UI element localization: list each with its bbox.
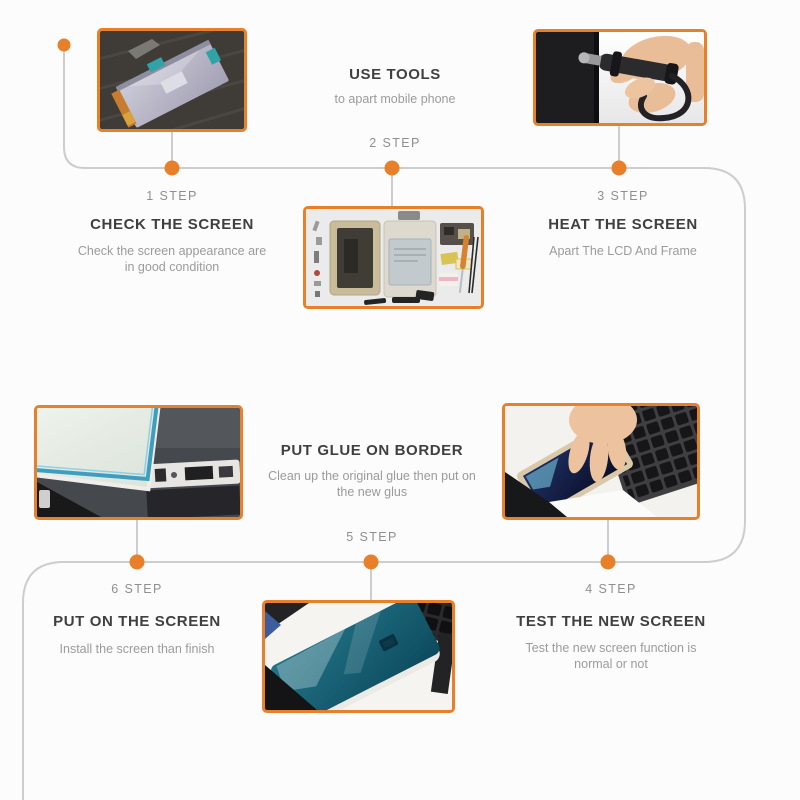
step6-desc: Install the screen than finish <box>59 642 215 656</box>
step3-label: 3 STEP <box>597 189 649 203</box>
step2-label: 2 STEP <box>369 136 421 150</box>
photo-step1-lcd-panel <box>97 28 247 132</box>
photo-step5-new-screen <box>262 600 455 713</box>
dark-monitor <box>536 32 598 123</box>
step4-title: TEST THE NEW SCREEN <box>516 613 706 630</box>
step5-desc: Clean up the original glue then put on the new glus <box>268 469 476 499</box>
step4-desc: Test the new screen function is normal or not <box>525 641 697 671</box>
white-part <box>39 490 50 508</box>
step2-dot <box>385 161 400 176</box>
step1-dot <box>165 161 180 176</box>
step5-label: 5 STEP <box>346 530 398 544</box>
photo-step4-test-screen <box>502 403 700 520</box>
step1-label: 1 STEP <box>146 189 198 203</box>
step4-label: 4 STEP <box>585 582 637 596</box>
photo-step6-screen-glue-border <box>34 405 243 520</box>
step3-title: HEAT THE SCREEN <box>548 216 698 233</box>
battery <box>389 239 431 285</box>
step6-title: PUT ON THE SCREEN <box>53 613 221 630</box>
back-cover-with-battery <box>384 211 436 297</box>
pcb-board <box>440 223 474 245</box>
step2-title: USE TOOLS <box>349 66 441 83</box>
pink-tape <box>439 273 458 286</box>
frame-bracket <box>146 460 240 489</box>
photo-step2-disassembled-phone <box>303 206 484 309</box>
step4-dot <box>601 555 616 570</box>
step1-title: CHECK THE SCREEN <box>90 216 254 233</box>
step5-title: PUT GLUE ON BORDER <box>280 442 464 459</box>
step6-label: 6 STEP <box>111 582 163 596</box>
step2-desc: to apart mobile phone <box>334 92 456 106</box>
step5-dot <box>364 555 379 570</box>
screen-panel <box>37 408 163 491</box>
photo-step3-heat-gun <box>533 29 707 126</box>
start-dot <box>58 39 71 52</box>
phone-frame <box>330 221 380 295</box>
step3-desc: Apart The LCD And Frame <box>549 244 697 258</box>
step6-dot <box>130 555 145 570</box>
step1-desc: Check the screen appearance are in good condition <box>77 244 267 274</box>
step3-dot <box>612 161 627 176</box>
